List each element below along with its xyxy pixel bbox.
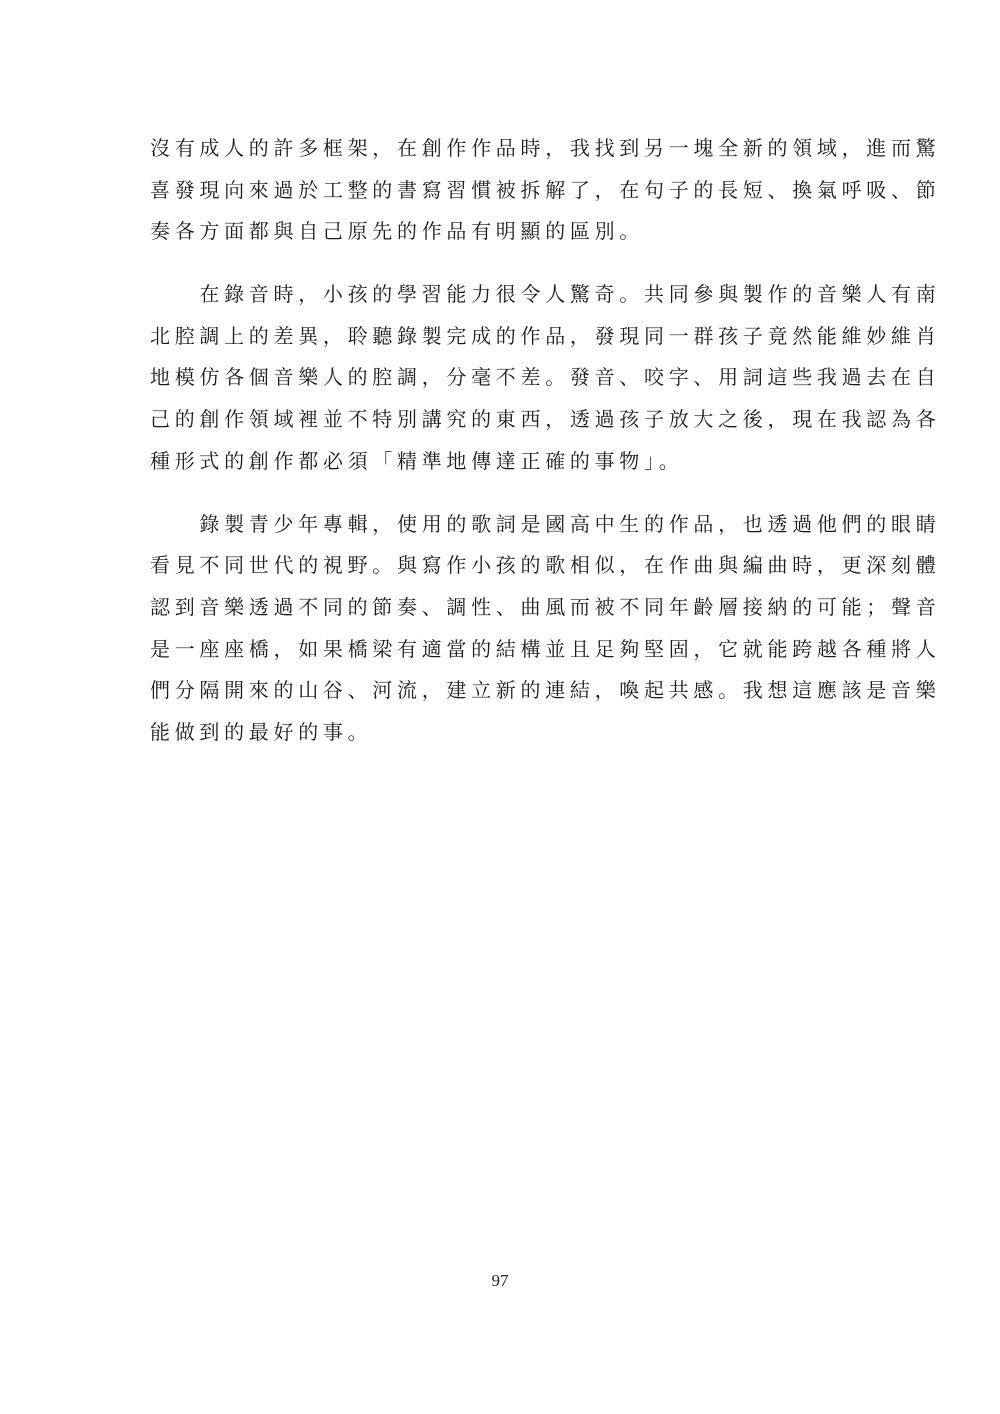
text-line: 能做到的最好的事。 xyxy=(150,719,373,744)
text-line: 沒有成人的許多框架，在創作作品時，我找到另一塊全新的領域，進而驚 xyxy=(150,136,941,160)
text-line: 是一座座橋，如果橋梁有適當的結構並且足夠堅固，它就能跨越各種將人 xyxy=(150,636,941,661)
text-line: 錄製青少年專輯，使用的歌詞是國高中生的作品，也透過他們的眼睛 xyxy=(150,511,941,536)
text-line: 北腔調上的差異，聆聽錄製完成的作品，發現同一群孩子竟然能維妙維肖 xyxy=(150,323,941,348)
page-number: 97 xyxy=(491,1271,509,1290)
text-line: 種形式的創作都必須「精準地傳達正確的事物」。 xyxy=(150,448,684,473)
paragraph xyxy=(150,504,941,754)
text-line: 奏各方面都與自己原先的作品有明顯的區別。 xyxy=(150,219,644,244)
text-line: 認到音樂透過不同的節奏、調性、曲風而被不同年齡層接納的可能；聲音 xyxy=(150,594,941,619)
text-line: 在錄音時，小孩的學習能力很令人驚奇。共同參與製作的音樂人有南 xyxy=(150,282,941,307)
text-line: 看見不同世代的視野。與寫作小孩的歌相似，在作曲與編曲時，更深刻體 xyxy=(150,553,941,578)
body-text xyxy=(150,128,941,754)
paragraph xyxy=(150,128,941,253)
paragraph xyxy=(150,274,941,482)
text-line: 地模仿各個音樂人的腔調，分毫不差。發音、咬字、用詞這些我過去在自 xyxy=(150,365,941,390)
text-line: 己的創作領域裡並不特別講究的東西，透過孩子放大之後，現在我認為各 xyxy=(150,407,941,432)
text-line: 喜發現向來過於工整的書寫習慣被拆解了，在句子的長短、換氣呼吸、節 xyxy=(150,177,941,202)
text-line: 們分隔開來的山谷、河流，建立新的連結，喚起共感。我想這應該是音樂 xyxy=(150,678,941,703)
